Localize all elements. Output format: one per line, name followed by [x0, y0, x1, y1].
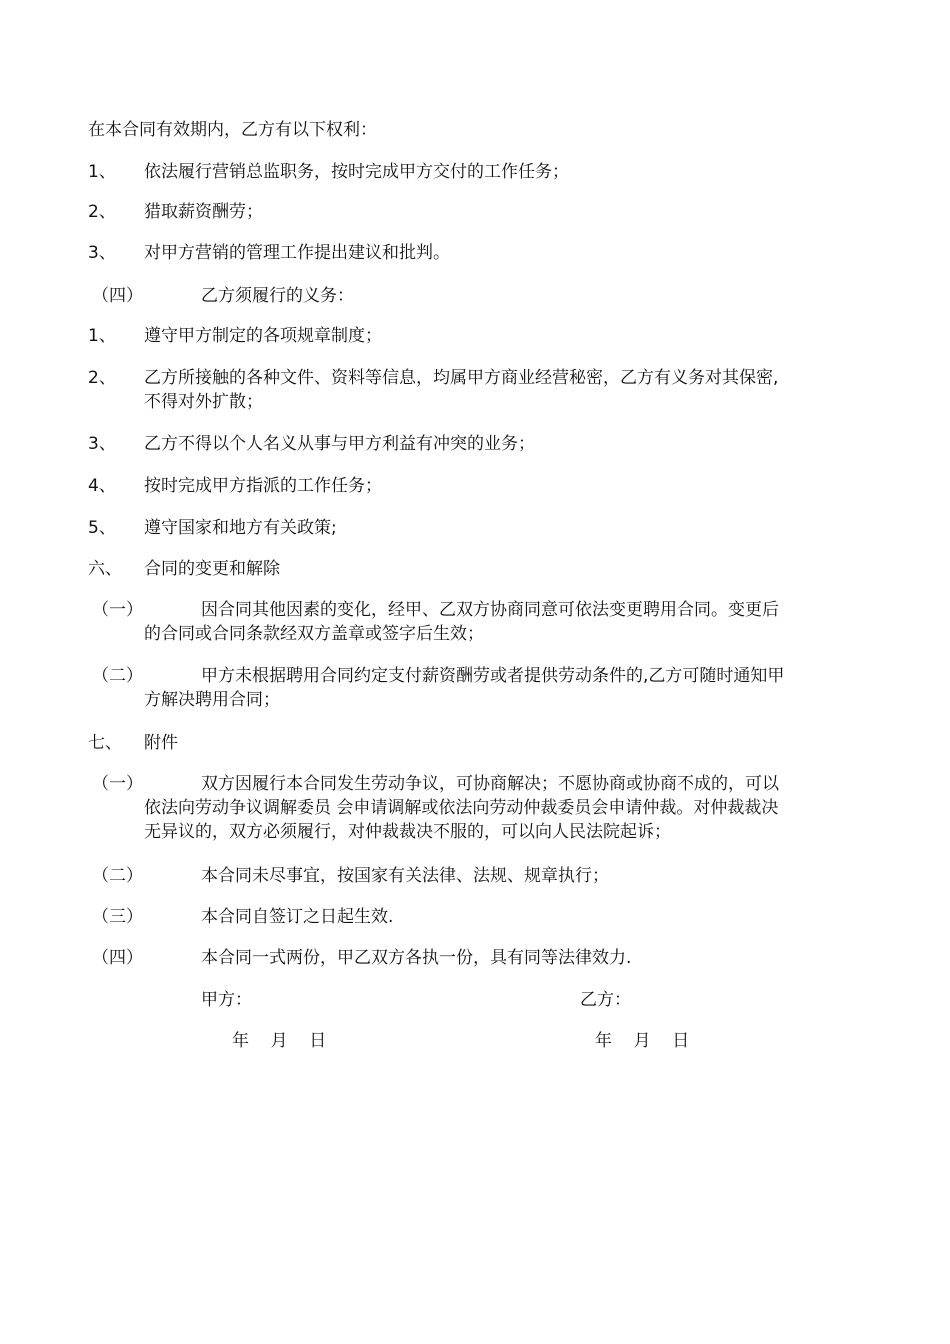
- item-number: 4、: [88, 476, 116, 496]
- item-text-line: 无异议的，双方必须履行，对仲裁裁决不服的，可以向人民法院起诉；: [144, 822, 671, 842]
- item-number: 2、: [88, 202, 116, 222]
- item-number: 3、: [88, 243, 116, 263]
- section-number: 七、: [88, 733, 122, 753]
- item-text: 依法履行营销总监职务，按时完成甲方交付的工作任务；: [144, 162, 569, 182]
- item-text: 对甲方营销的管理工作提出建议和批判。: [144, 243, 450, 263]
- intro-text: 在本合同有效期内，乙方有以下权利：: [88, 120, 377, 140]
- heading-text: 乙方须履行的义务：: [201, 286, 354, 306]
- item-text: 遵守国家和地方有关政策;: [144, 518, 337, 538]
- item-text-line: 双方因履行本合同发生劳动争议，可协商解决；不愿协商或协商不成的，可以: [201, 774, 779, 794]
- heading-number: （四）: [92, 286, 143, 306]
- party-a-label: 甲方：: [201, 990, 252, 1010]
- party-a-date: 年 月 日: [232, 1031, 327, 1051]
- item-number: 1、: [88, 162, 116, 182]
- item-number: 5、: [88, 518, 116, 538]
- item-text: 猎取薪资酬劳；: [144, 202, 263, 222]
- item-number: （四）: [92, 948, 143, 968]
- item-text: 本合同未尽事宜，按国家有关法律、法规、规章执行；: [201, 866, 609, 886]
- item-number: （一）: [92, 774, 143, 794]
- item-number: （二）: [92, 666, 143, 686]
- item-text: 本合同一式两份，甲乙双方各执一份，具有同等法律效力.: [201, 948, 632, 968]
- item-number: 2、: [88, 368, 116, 388]
- item-text: 按时完成甲方指派的工作任务；: [144, 476, 382, 496]
- party-b-label: 乙方：: [580, 990, 631, 1010]
- item-text-line: 的合同或合同条款经双方盖章或签字后生效；: [144, 624, 484, 644]
- section-title: 附件: [144, 733, 178, 753]
- item-text: 遵守甲方制定的各项规章制度；: [144, 326, 382, 346]
- item-number: （二）: [92, 866, 143, 886]
- party-b-date: 年 月 日: [595, 1031, 690, 1051]
- item-text-line: 方解决聘用合同；: [144, 690, 280, 710]
- item-text-line: 依法向劳动争议调解委员 会申请调解或依法向劳动仲裁委员会申请仲裁。对仲裁裁决: [144, 798, 779, 818]
- item-text-line: 乙方所接触的各种文件、资料等信息，均属甲方商业经营秘密，乙方有义务对其保密,: [144, 368, 779, 388]
- item-number: （三）: [92, 907, 143, 927]
- item-text: 本合同自签订之日起生效.: [201, 907, 394, 927]
- item-text-line: 因合同其他因素的变化，经甲、乙双方协商同意可依法变更聘用合同。变更后: [201, 600, 779, 620]
- item-number: （一）: [92, 600, 143, 620]
- item-text-line: 甲方未根据聘用合同约定支付薪资酬劳或者提供劳动条件的,乙方可随时通知甲: [201, 666, 785, 686]
- item-text-line: 不得对外扩散；: [144, 392, 263, 412]
- section-title: 合同的变更和解除: [144, 559, 280, 579]
- item-text: 乙方不得以个人名义从事与甲方利益有冲突的业务；: [144, 434, 535, 454]
- item-number: 1、: [88, 326, 116, 346]
- item-number: 3、: [88, 434, 116, 454]
- section-number: 六、: [88, 559, 122, 579]
